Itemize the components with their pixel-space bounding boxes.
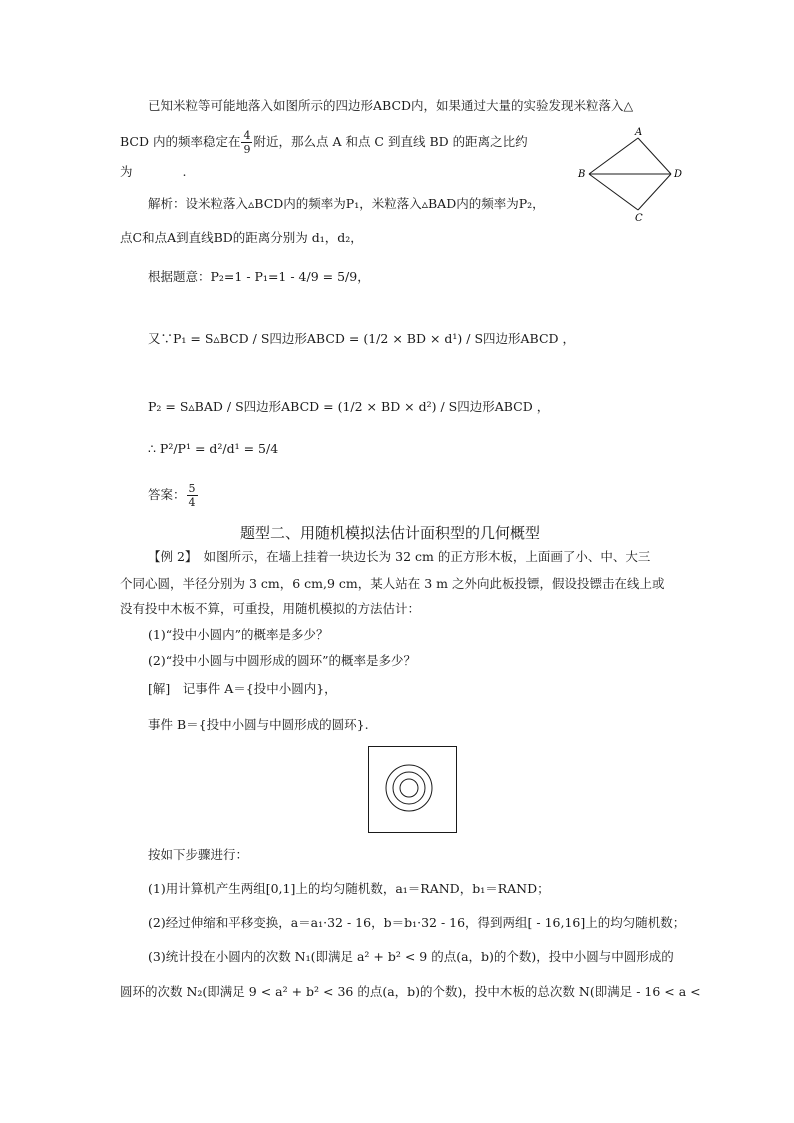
problem1-line2-a: BCD 内的频率稳定在 — [120, 134, 241, 149]
solution1-line1: 解析：设米粒落入▵BCD内的频率为P₁，米粒落入▵BAD内的频率为P₂， — [148, 196, 545, 211]
solution2-line2: 事件 B＝{投中小圆与中圆形成的圆环}. — [148, 717, 369, 732]
problem1-line1: 已知米粒等可能地落入如图所示的四边形ABCD内，如果通过大量的实验发现米粒落入△ — [148, 98, 634, 113]
edge-bc — [589, 174, 638, 210]
solution1-line3: 根据题意：P₂=1 - P₁=1 - 4/9 = 5/9， — [148, 269, 370, 284]
problem1-line2-b: 附近，那么点 A 和点 C 到直线 BD 的距离之比约 — [253, 134, 528, 149]
example2-line1: 【例 2】 如图所示，在墙上挂着一块边长为 32 cm 的正方形木板，上面画了小、中、大三 — [148, 549, 651, 564]
problem1-fraction — [241, 129, 252, 156]
quadrilateral-figure — [574, 126, 686, 224]
vertex-label-a: A — [635, 127, 643, 138]
edge-ad — [638, 138, 671, 174]
vertex-label-c: C — [635, 213, 643, 224]
step-3: (3)统计投在小圆内的次数 N₁(即满足 a² + b² < 9 的点(a，b)的个数)，投中小圆与中圆形成的 — [148, 949, 674, 964]
solution1-line5: P₂ = S▵BAD / S四边形ABCD = (1/2 × BD × d²) / S四边形ABCD ， — [148, 399, 550, 414]
vertex-label-d: D — [674, 169, 683, 180]
answer-fraction — [187, 482, 198, 509]
problem1-line2 — [120, 129, 528, 156]
fraction-denominator: 9 — [243, 143, 251, 156]
step-3-continued: 圆环的次数 N₂(即满足 9 < a² + b² < 36 的点(a，b)的个数)，投中木板的总次数 N(即满足 - 16 < a < — [120, 984, 701, 999]
medium-circle — [393, 772, 425, 804]
answer-denominator: 4 — [188, 496, 196, 509]
solution1-line2: 点C和点A到直线BD的距离分别为 d₁，d₂， — [120, 230, 363, 245]
solution1-line6: ∴ P²/P¹ = d²/d¹ = 5/4 — [148, 441, 279, 456]
solution1-line4: 又∵P₁ = S▵BCD / S四边形ABCD = (1/2 × BD × d¹) / S四边形ABCD ， — [148, 331, 576, 346]
solution1-answer — [148, 482, 199, 509]
step-1: (1)用计算机产生两组[0,1]上的均匀随机数，a₁＝RAND，b₁＝RAND； — [148, 881, 550, 896]
solution2-line1: [解] 记事件 A＝{投中小圆内}， — [148, 681, 337, 696]
example2-line3: 没有投中木板不算，可重投，用随机模拟的方法估计： — [120, 601, 421, 616]
steps-intro: 按如下步骤进行： — [148, 847, 249, 862]
question-2: (2)“投中小圆与中圆形成的圆环”的概率是多少？ — [148, 653, 416, 668]
example2-line2: 个同心圆，半径分别为 3 cm，6 cm,9 cm，某人站在 3 m 之外向此板投镖，假设投镖击在线上或 — [120, 576, 665, 591]
fraction-numerator: 4 — [243, 129, 251, 142]
square-board — [369, 747, 457, 833]
small-circle — [400, 779, 418, 797]
problem1-line3: 为 . — [120, 164, 187, 179]
step-2: (2)经过伸缩和平移变换，a＝a₁·32 - 16，b＝b₁·32 - 16，得到两组[ - 16,16]上的均匀随机数； — [148, 915, 686, 930]
edge-ba — [589, 138, 638, 174]
dartboard-figure — [368, 746, 457, 833]
vertex-label-b: B — [578, 169, 586, 180]
question-1: (1)“投中小圆内”的概率是多少？ — [148, 627, 329, 642]
edge-cd — [638, 174, 671, 210]
answer-label: 答案： — [148, 487, 186, 502]
section-heading: 题型二、用随机模拟法估计面积型的几何概型 — [240, 524, 541, 542]
answer-numerator: 5 — [188, 482, 196, 495]
